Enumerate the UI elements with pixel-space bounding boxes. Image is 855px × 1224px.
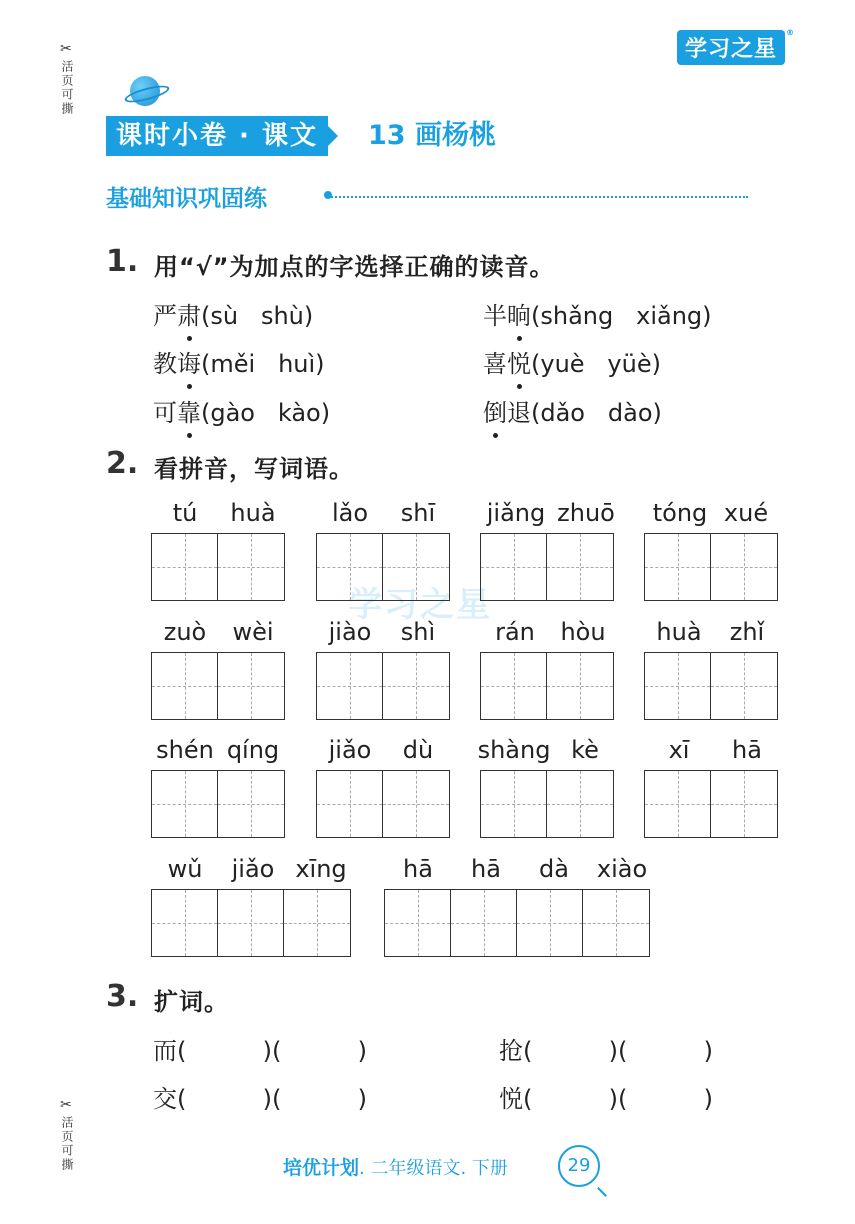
- pinyin: zhǐ: [729, 618, 765, 646]
- writing-cell[interactable]: [152, 890, 218, 956]
- writing-cell[interactable]: [284, 890, 350, 956]
- writing-cell[interactable]: [152, 771, 218, 837]
- pinyin: jiào: [328, 618, 372, 646]
- pinyin: huà: [230, 499, 276, 527]
- pinyin: jiǎo: [328, 736, 372, 764]
- scissors-icon: ✂: [60, 41, 72, 57]
- writing-cell[interactable]: [383, 653, 449, 719]
- q1-item: 严肃 (sù shù): [153, 296, 313, 331]
- q1-text: 用“√”为加点的字选择正确的读音。: [154, 253, 555, 281]
- writing-cell[interactable]: [383, 771, 449, 837]
- section-title: 基础知识巩固练: [106, 186, 267, 212]
- brand-logo: 学习之星 ®: [677, 30, 785, 65]
- pinyin: xué: [723, 499, 769, 527]
- planet-icon: [130, 76, 160, 106]
- pinyin: hā: [732, 736, 762, 764]
- q1-item: 倒 退(dǎo dào): [483, 393, 662, 428]
- tear-label-bottom: ✂ 活页可撕: [60, 1098, 86, 1175]
- lesson-title: 13 画杨桃: [368, 120, 496, 151]
- writing-cell[interactable]: [547, 653, 613, 719]
- series-name: 培优计划: [283, 1157, 360, 1179]
- section-divider: [328, 196, 748, 198]
- writing-cell[interactable]: [481, 534, 547, 600]
- pinyin: wǔ: [167, 855, 203, 883]
- pinyin: shī: [400, 499, 436, 527]
- pinyin: dù: [402, 736, 434, 764]
- pinyin: jiǎo: [231, 855, 275, 883]
- writing-cell[interactable]: [152, 653, 218, 719]
- writing-cell[interactable]: [218, 771, 284, 837]
- extend-word-item[interactable]: 悦( )( ): [499, 1085, 714, 1113]
- writing-cell[interactable]: [317, 771, 383, 837]
- pinyin: hòu: [560, 618, 606, 646]
- tear-label-top: ✂ 活页可撕: [60, 42, 86, 119]
- writing-cell[interactable]: [583, 890, 649, 956]
- writing-cell[interactable]: [218, 534, 284, 600]
- q1-item: 喜悦 (yuè yüè): [483, 344, 661, 379]
- pinyin: shàng: [477, 736, 551, 764]
- pinyin: zuò: [163, 618, 207, 646]
- extend-word-item[interactable]: 交( )( ): [153, 1085, 368, 1113]
- writing-cell[interactable]: [152, 534, 218, 600]
- pinyin: zhuō: [557, 499, 615, 527]
- writing-cell[interactable]: [385, 890, 451, 956]
- writing-cell[interactable]: [451, 890, 517, 956]
- writing-cell[interactable]: [645, 534, 711, 600]
- writing-cell[interactable]: [383, 534, 449, 600]
- pinyin: dà: [539, 855, 569, 883]
- q2-text: 看拼音，写词语。: [154, 455, 354, 483]
- writing-cell[interactable]: [317, 653, 383, 719]
- pinyin: hā: [403, 855, 433, 883]
- writing-cell[interactable]: [218, 653, 284, 719]
- writing-cell[interactable]: [481, 771, 547, 837]
- writing-cell[interactable]: [517, 890, 583, 956]
- book-name: . 二年级语文. 下册: [359, 1158, 508, 1179]
- writing-cell[interactable]: [711, 771, 777, 837]
- writing-cell[interactable]: [547, 771, 613, 837]
- pinyin: rán: [495, 618, 535, 646]
- writing-cell[interactable]: [645, 771, 711, 837]
- writing-cell[interactable]: [218, 890, 284, 956]
- q1-item: 半晌 (shǎng xiǎng): [483, 296, 712, 331]
- pinyin: xiào: [596, 855, 648, 883]
- pinyin: shén: [156, 736, 214, 764]
- q2-number: 2.: [106, 446, 139, 481]
- footer: [283, 1153, 508, 1180]
- pinyin: jiǎng: [486, 499, 546, 527]
- q1-item: 教诲 (měi huì): [153, 344, 325, 379]
- writing-cell[interactable]: [481, 653, 547, 719]
- q1-item: 可靠 (gào kào): [153, 393, 330, 428]
- q1-number: 1.: [106, 244, 139, 279]
- extend-word-item[interactable]: 抢( )( ): [499, 1037, 714, 1065]
- pinyin: wèi: [232, 618, 274, 646]
- writing-cell[interactable]: [711, 534, 777, 600]
- lesson-banner: 课时小卷 · 课文: [106, 116, 328, 156]
- writing-cell[interactable]: [711, 653, 777, 719]
- pinyin: qíng: [226, 736, 280, 764]
- pinyin: lǎo: [331, 499, 369, 527]
- writing-cell[interactable]: [547, 534, 613, 600]
- pinyin: shì: [400, 618, 436, 646]
- watermark: 学习之星: [348, 585, 492, 625]
- pinyin: xīng: [295, 855, 347, 883]
- q3-text: 扩词。: [154, 988, 229, 1016]
- pinyin: huà: [656, 618, 702, 646]
- pinyin: hā: [471, 855, 501, 883]
- page-number: 29: [558, 1145, 600, 1187]
- writing-cell[interactable]: [645, 653, 711, 719]
- pinyin: tóng: [652, 499, 708, 527]
- pinyin: xī: [668, 736, 690, 764]
- scissors-icon: ✂: [60, 1097, 72, 1113]
- extend-word-item[interactable]: 而( )( ): [153, 1037, 368, 1065]
- q3-number: 3.: [106, 979, 139, 1014]
- pinyin: tú: [172, 499, 198, 527]
- pinyin: kè: [571, 736, 599, 764]
- writing-cell[interactable]: [317, 534, 383, 600]
